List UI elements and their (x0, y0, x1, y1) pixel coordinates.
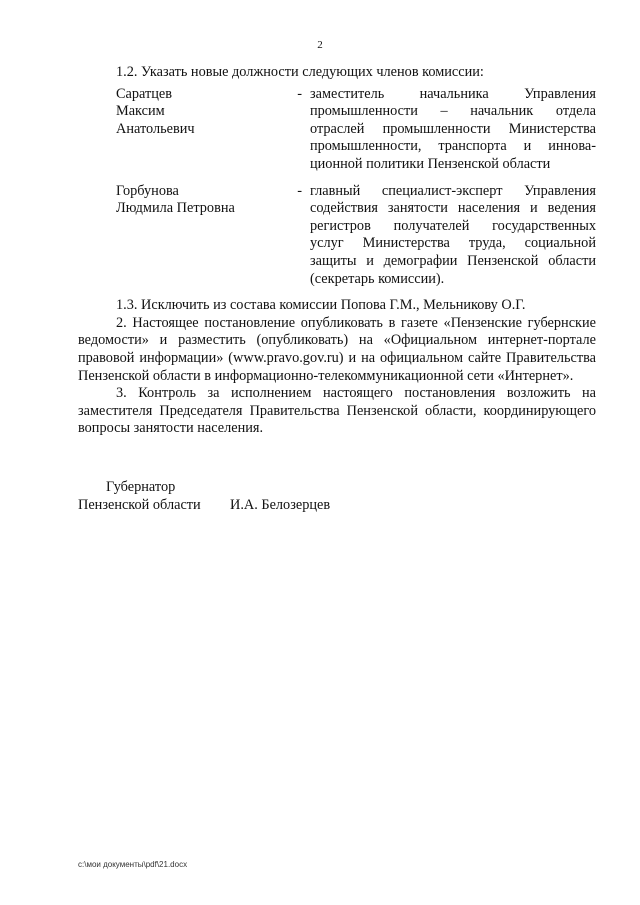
position-line: главный специалист-эксперт Управления (310, 182, 596, 199)
signature-row (78, 496, 330, 514)
position-line: содействия занятости населения и ведения (310, 200, 596, 217)
signatory-name: И.А. Белозерцев (230, 497, 331, 513)
signature-block (78, 478, 330, 514)
member-dash: - (297, 85, 302, 102)
member-dash: - (297, 182, 302, 199)
position-line: промышленности – начальник отдела (310, 103, 596, 120)
member-surname: Горбунова (116, 182, 179, 199)
document-body (78, 64, 596, 438)
position-line: заместитель начальника Управления (310, 85, 596, 102)
member-position (310, 183, 596, 289)
paragraph-3: 3. Контроль за исполнением настоящего постановления возложить на заместителя Председателя Правительства Пензенской области, координирующего вопросы занятости населения. (78, 385, 596, 437)
position-line: регистров получателей государственных (310, 217, 596, 234)
footer-file-path: c:\мои документы\pdf\21.docx (78, 860, 188, 869)
position-line: промышленности, транспорта и иннова- (310, 138, 596, 155)
paragraph-1-2: 1.2. Указать новые должности следующих членов комиссии: (116, 64, 484, 80)
position-line: услуг Министерства труда, социальной (310, 235, 596, 252)
member-name (78, 183, 238, 289)
position-line: отраслей промышленности Министерства (310, 120, 596, 137)
paragraph-2: 2. Настоящее постановление опубликовать в газете «Пензенские губернские ведомости» и разместить (опубликовать) на «Официальном интернет-портале правовой информации» (www.pravo.gov.ru) и на официальном сайте Правительства Пензенской области в информационно-телекоммуникационной сети «Интернет». (78, 314, 596, 384)
member-entry (78, 183, 596, 289)
member-name (78, 86, 238, 174)
position-line: ционной политики Пензенской области (310, 155, 551, 172)
position-line: (секретарь комиссии). (310, 270, 445, 287)
member-given-names: Максим Анатольевич (116, 103, 195, 137)
member-surname: Саратцев (116, 85, 173, 102)
paragraph-1-3: 1.3. Исключить из состава комиссии Попова Г.М., Мельникову О.Г. (116, 297, 526, 314)
position-line: защиты и демографии Пензенской области (310, 252, 596, 269)
signatory-title: Губернатор (106, 479, 176, 495)
signatory-region: Пензенской области (78, 497, 201, 513)
member-entry (78, 86, 596, 174)
members-list (78, 86, 596, 289)
page-number: 2 (317, 39, 323, 51)
member-given-names: Людмила Петровна (116, 200, 235, 217)
member-position (310, 86, 596, 174)
